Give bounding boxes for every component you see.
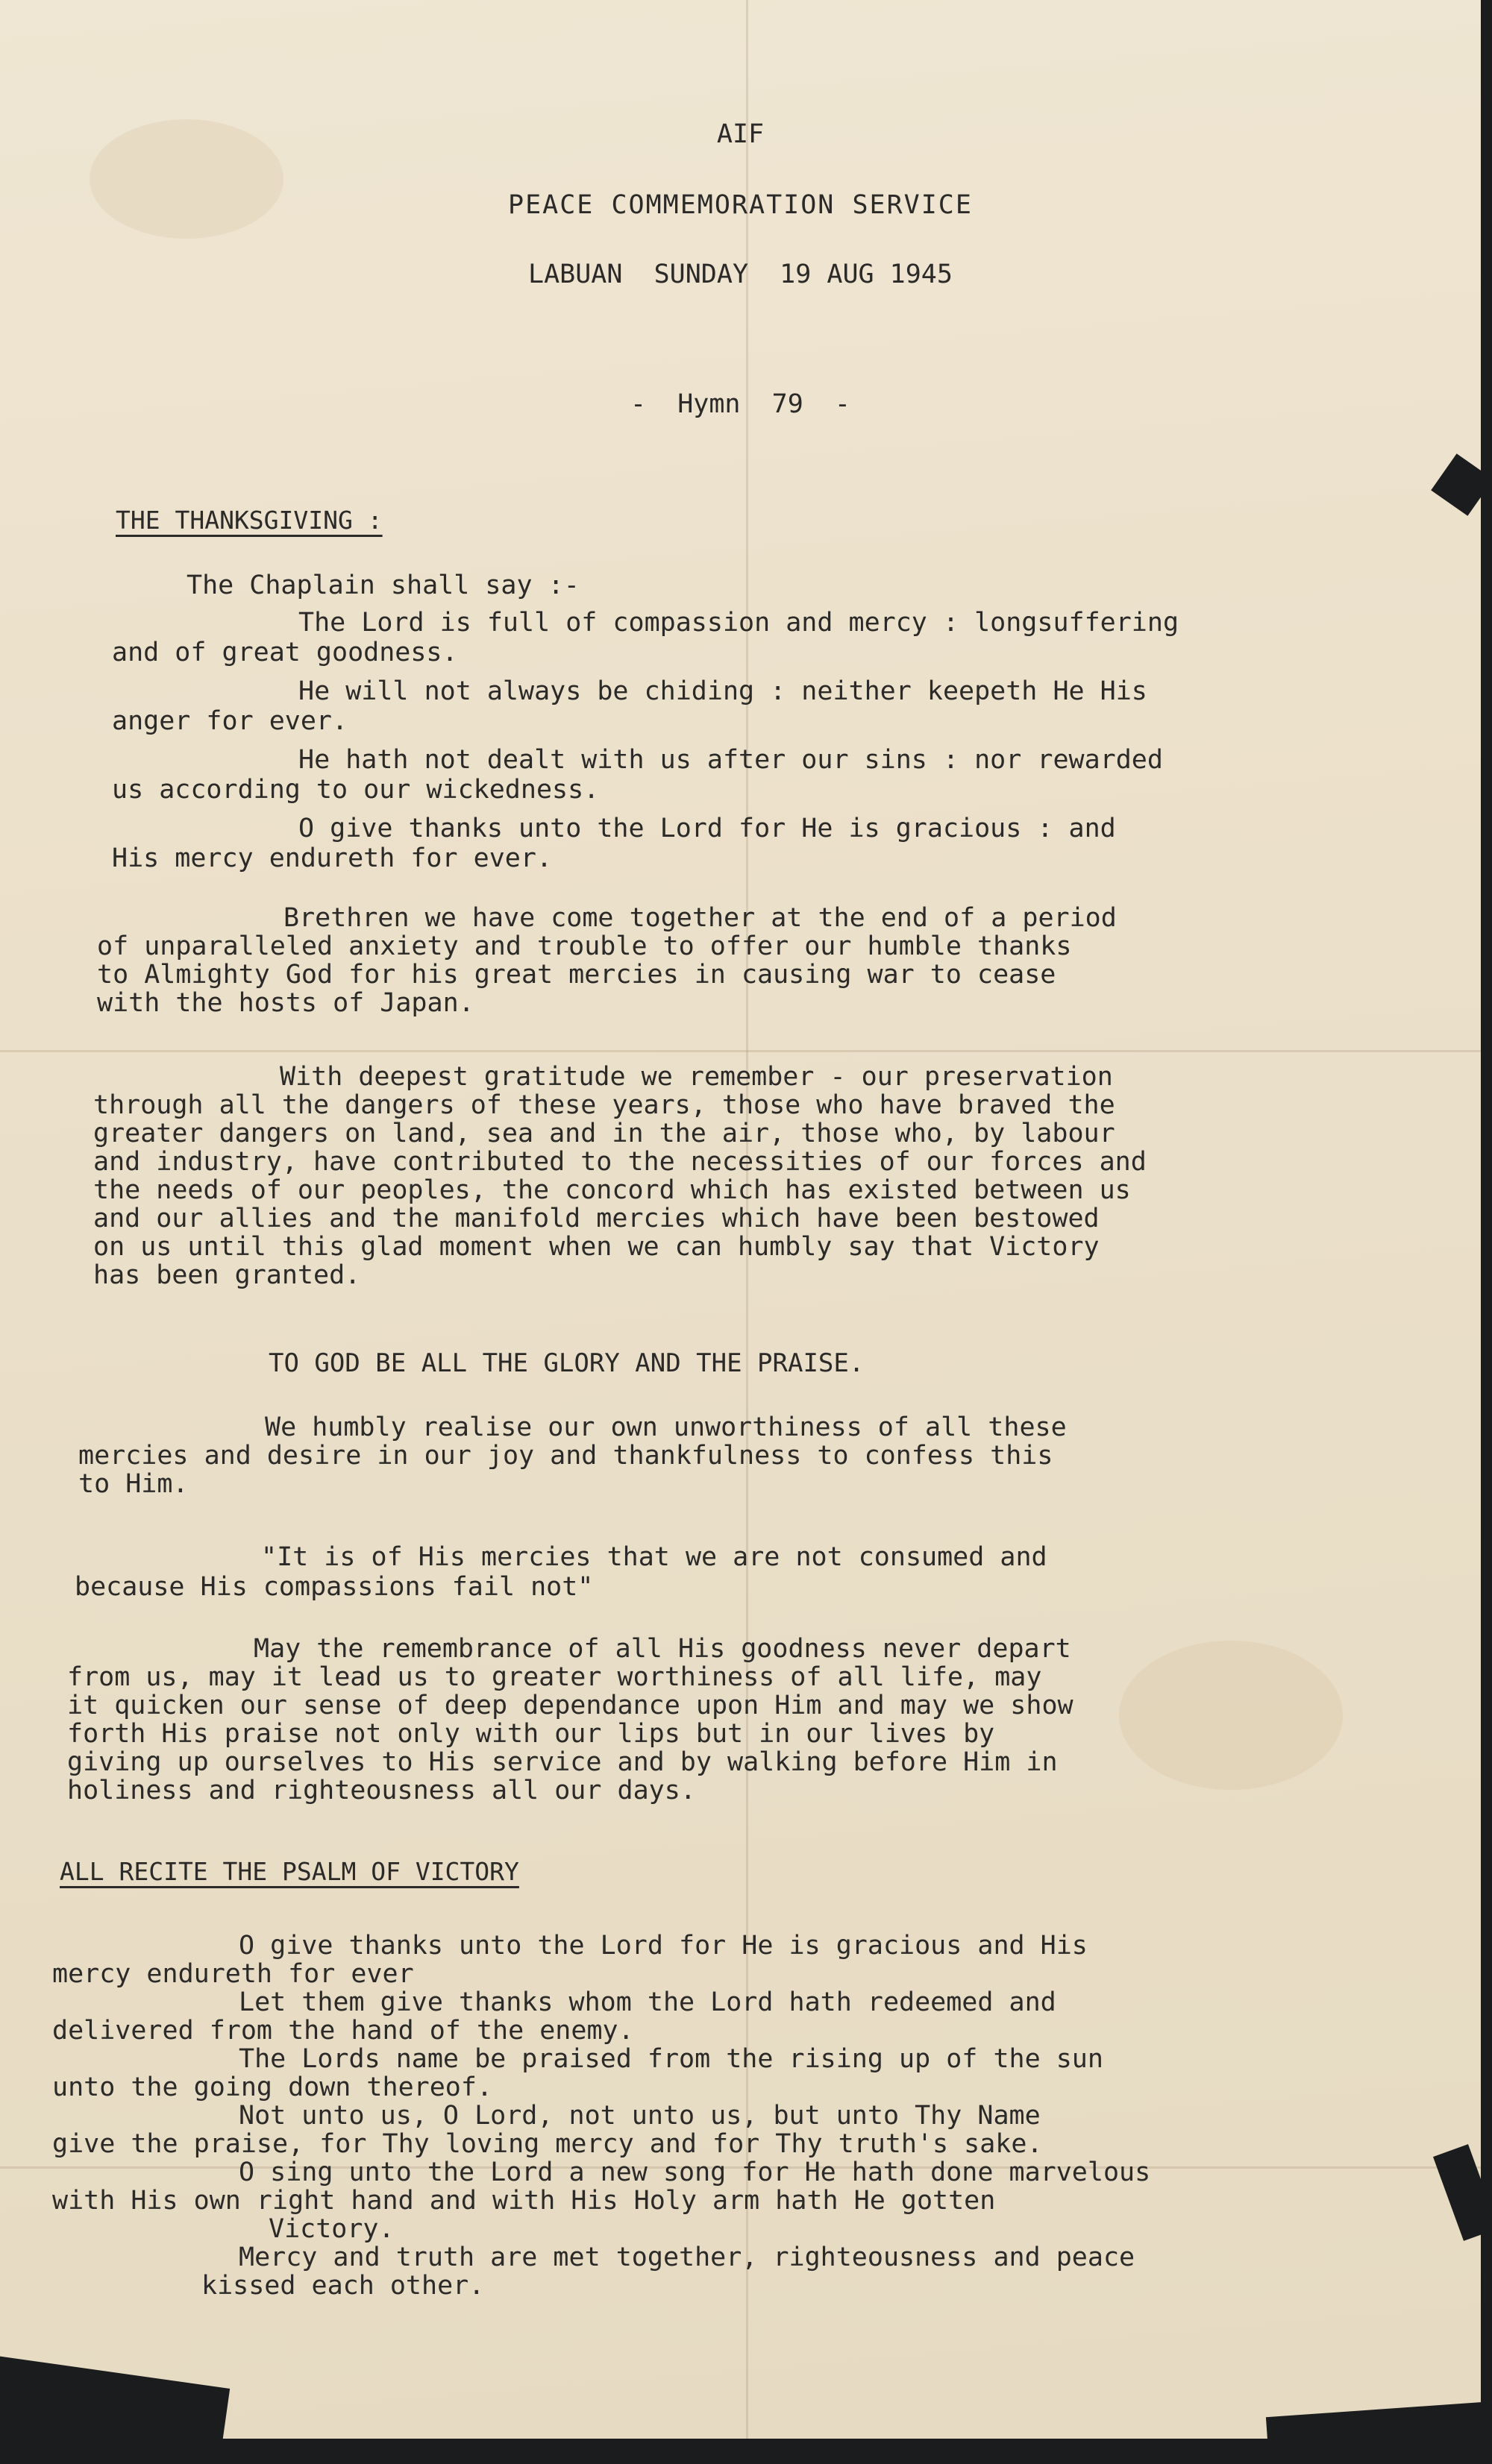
- paragraph-line: giving up ourselves to His service and by walking before Him in: [67, 1747, 1058, 1777]
- psalm-line: O sing unto the Lord a new song for He hath done marvelous: [239, 2157, 1151, 2187]
- quote-line: because His compassions fail not": [75, 1572, 594, 1602]
- verse-block: [112, 608, 1179, 873]
- paragraph-line: to Almighty God for his great mercies in causing war to cease: [97, 960, 1056, 990]
- paragraph-line: has been granted.: [93, 1260, 361, 1290]
- scripture-quote: [75, 1542, 1047, 1602]
- paragraph-line: May the remembrance of all His goodness never depart: [254, 1634, 1071, 1664]
- paragraph-line: the needs of our peoples, the concord which has existed between us: [93, 1175, 1131, 1205]
- psalm-line: Mercy and truth are met together, righteousness and peace: [239, 2243, 1135, 2272]
- psalm-line: Not unto us, O Lord, not unto us, but unto Thy Name: [239, 2101, 1041, 2131]
- paragraph-line: Brethren we have come together at the end of a period: [283, 903, 1117, 933]
- psalm-line: O give thanks unto the Lord for He is gracious and His: [239, 1931, 1088, 1961]
- psalm-line: kissed each other.: [201, 2271, 485, 2301]
- psalm-line: Let them give thanks whom the Lord hath redeemed and: [239, 1987, 1056, 2017]
- verse-line: us according to our wickedness.: [112, 775, 600, 805]
- verse-line: anger for ever.: [112, 706, 348, 736]
- paragraph-line: with the hosts of Japan.: [97, 988, 474, 1018]
- psalm-heading: ALL RECITE THE PSALM OF VICTORY: [60, 1857, 519, 1886]
- psalm-line: give the praise, for Thy loving mercy and for Thy truth's sake.: [52, 2129, 1043, 2159]
- service-title: PEACE COMMEMORATION SERVICE: [508, 190, 973, 220]
- unworthiness-paragraph: [78, 1413, 1067, 1498]
- hymn-number: - Hymn 79 -: [630, 389, 850, 419]
- paragraph-line: of unparalleled anxiety and trouble to offer our humble thanks: [97, 931, 1072, 961]
- paragraph-line: and industry, have contributed to the necessities of our forces and: [93, 1147, 1147, 1177]
- paper-tear: [0, 2355, 230, 2439]
- quote-line: "It is of His mercies that we are not consumed and: [261, 1542, 1047, 1572]
- paragraph-line: through all the dangers of these years, those who have braved the: [93, 1090, 1115, 1120]
- brethren-paragraph: [97, 904, 1117, 1017]
- remembrance-paragraph: [67, 1635, 1073, 1805]
- paragraph-line: greater dangers on land, sea and in the air, those who, by labour: [93, 1119, 1115, 1148]
- gratitude-paragraph: [93, 1063, 1147, 1289]
- paper-tear: [1431, 453, 1481, 516]
- verse-line: The Lord is full of compassion and mercy : longsuffering: [298, 608, 1179, 638]
- thanksgiving-heading: THE THANKSGIVING :: [116, 506, 383, 535]
- psalm-line: delivered from the hand of the enemy.: [52, 2016, 634, 2046]
- paper-tear: [1433, 2144, 1481, 2241]
- paragraph-line: forth His praise not only with our lips but in our lives by: [67, 1719, 995, 1749]
- psalm-block: [52, 1932, 1150, 2300]
- paper-stain: [1119, 1641, 1343, 1790]
- psalm-line: mercy endureth for ever: [52, 1959, 414, 1989]
- verse-line: He will not always be chiding : neither keepeth He His: [298, 676, 1147, 706]
- fold-line: [0, 1050, 1481, 1052]
- paragraph-line: and our allies and the manifold mercies which have been bestowed: [93, 1204, 1100, 1233]
- psalm-line: Victory.: [269, 2214, 395, 2244]
- paper-tear: [1266, 2401, 1481, 2439]
- psalm-line: with His own right hand and with His Holy arm hath He gotten: [52, 2186, 996, 2216]
- paragraph-line: mercies and desire in our joy and thankfulness to confess this: [78, 1441, 1053, 1471]
- chaplain-intro: The Chaplain shall say :-: [186, 571, 580, 600]
- glory-line: TO GOD BE ALL THE GLORY AND THE PRAISE.: [269, 1348, 865, 1378]
- verse-line: O give thanks unto the Lord for He is gracious : and: [298, 814, 1116, 843]
- psalm-line: unto the going down thereof.: [52, 2072, 493, 2102]
- paragraph-line: on us until this glad moment when we can humbly say that Victory: [93, 1232, 1100, 1262]
- paragraph-line: We humbly realise our own unworthiness of all these: [265, 1412, 1067, 1442]
- verse-line: and of great goodness.: [112, 638, 458, 667]
- verse-line: His mercy endureth for ever.: [112, 843, 553, 873]
- org-label: AIF: [716, 119, 765, 149]
- location-date: LABUAN SUNDAY 19 AUG 1945: [528, 260, 953, 289]
- psalm-line: The Lords name be praised from the rising up of the sun: [239, 2044, 1103, 2074]
- paragraph-line: With deepest gratitude we remember - our preservation: [280, 1062, 1113, 1092]
- paragraph-line: to Him.: [78, 1469, 189, 1499]
- verse-line: He hath not dealt with us after our sins : nor rewarded: [298, 745, 1163, 775]
- paragraph-line: from us, may it lead us to greater worthiness of all life, may: [67, 1662, 1042, 1692]
- paragraph-line: holiness and righteousness all our days.: [67, 1776, 696, 1805]
- paragraph-line: it quicken our sense of deep dependance upon Him and may we show: [67, 1691, 1073, 1720]
